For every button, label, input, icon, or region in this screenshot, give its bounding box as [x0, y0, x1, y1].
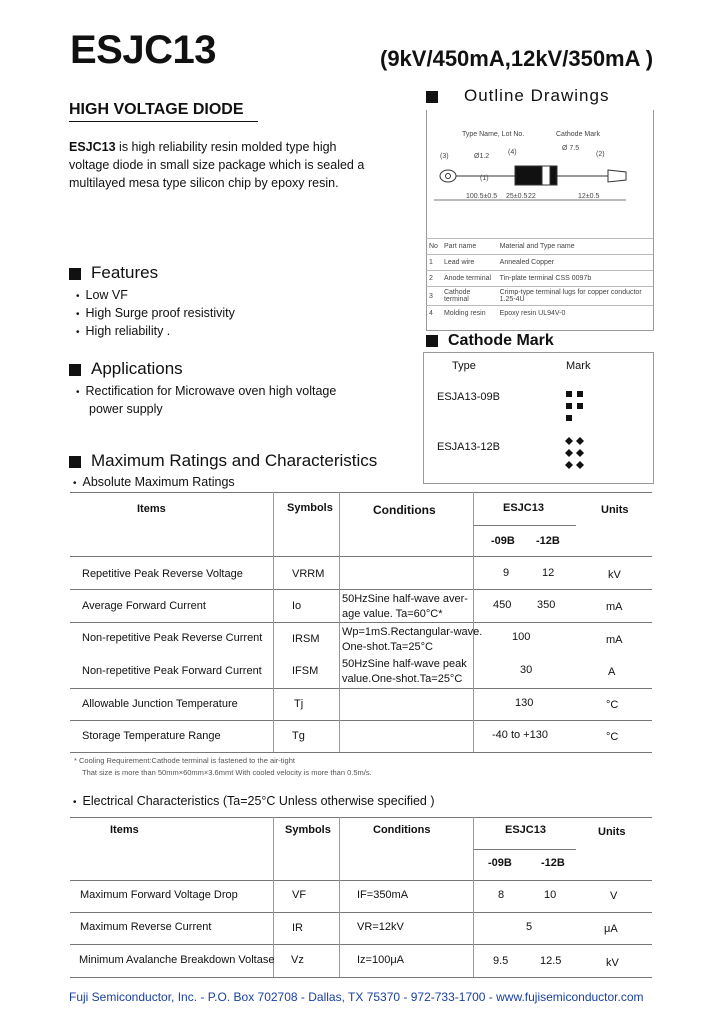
diamond-dot-icon: [576, 461, 584, 469]
ec-row-unit: μA: [604, 923, 618, 935]
ec-row-v2: 12.5: [540, 955, 562, 967]
application-item-cont: power supply: [89, 402, 163, 416]
applications-heading-label: Applications: [91, 359, 183, 378]
cathode-type-1: ESJA13-09B: [437, 391, 500, 403]
mr-row-item: Non-repetitive Peak Forward Current: [82, 665, 262, 677]
outline-label-dia-body: Ø 7.5: [562, 145, 580, 152]
cathode-type-2: ESJA13-12B: [437, 441, 500, 453]
cathode-mark-heading: [426, 332, 554, 350]
table-line: [339, 492, 340, 752]
ec-header-symbols: Symbols: [285, 824, 331, 836]
mr-row-symbol: Tj: [294, 698, 304, 710]
outline-heading-label: Outline Drawings: [464, 86, 610, 105]
mr-row-unit: kV: [608, 569, 621, 581]
outline-label-cathode: Cathode Mark: [556, 131, 600, 138]
subtitle: HIGH VOLTAGE DIODE: [69, 101, 244, 118]
mr-row-symbol: IFSM: [292, 665, 319, 677]
ec-header-12b: -12B: [541, 857, 565, 869]
table-line: [473, 525, 576, 526]
feature-item: • Low VF: [76, 288, 128, 302]
table-line: [70, 688, 652, 689]
diamond-dot-icon: [565, 437, 573, 445]
table-line: [70, 492, 652, 493]
ec-row-item: Minimum Avalanche Breakdown Voltase: [79, 954, 275, 966]
description-text: is high reliability resin molded type high voltage diode in small size package which is sealed a multilayed mesa type silicon chip by epoxy resin.: [69, 140, 365, 190]
cathode-marks: [563, 388, 589, 472]
mr-header-09b: -09B: [491, 535, 515, 547]
parts-header-cell: Part name: [441, 239, 497, 255]
square-bullet-icon: [69, 364, 81, 376]
ec-header-conditions: Conditions: [373, 824, 431, 836]
table-line: [70, 589, 652, 590]
outline-label-type-name: Type Name, Lot No.: [462, 131, 525, 138]
parts-cell: Tin-plate terminal CSS 0097b: [497, 271, 653, 287]
mr-row-value: 30: [520, 664, 533, 676]
description: [69, 138, 379, 192]
table-line: [70, 977, 652, 978]
ec-header-units: Units: [598, 826, 626, 838]
parts-cell: 3: [426, 287, 441, 306]
outline-label-len3: 22: [528, 193, 536, 200]
mr-row-condition: 50HzSine half-wave aver- age value. Ta=60°C*: [342, 593, 468, 620]
ec-header-items: Items: [110, 824, 139, 836]
ec-row-condition: Iz=100μA: [357, 954, 405, 966]
square-bullet-icon: [69, 268, 81, 280]
max-ratings-subheading: • Absolute Maximum Ratings: [73, 475, 235, 489]
features-heading: [69, 263, 158, 283]
mr-row-symbol: Io: [292, 600, 302, 612]
mr-row-unit: mA: [606, 634, 623, 646]
ratings-title: (9kV/450mA,12kV/350mA ): [380, 46, 654, 71]
applications-heading: [69, 359, 183, 379]
parts-cell: 1: [426, 255, 441, 271]
ec-row-condition: VR=12kV: [357, 921, 404, 933]
parts-header-cell: Material and Type name: [497, 239, 653, 255]
diamond-dot-icon: [565, 449, 573, 457]
max-ratings-note: * Cooling Requirement:Cathode terminal is fastened to the air-tight: [74, 756, 295, 765]
description-part: ESJC13: [69, 140, 116, 154]
outline-label-len1: 100.5±0.5: [466, 193, 498, 200]
feature-item: • High reliability .: [76, 324, 170, 338]
table-line: [473, 849, 576, 850]
parts-cell: Crimp-type terminal lugs for copper conductor 1.25-4U: [497, 287, 653, 306]
ec-row-v1: 9.5: [493, 955, 509, 967]
diamond-dot-icon: [565, 461, 573, 469]
mr-row-condition: Wp=1mS.Rectangular-wave. One-shot.Ta=25°C: [342, 626, 483, 653]
mr-header-symbols: Symbols: [287, 502, 333, 514]
table-line: [70, 556, 652, 557]
mr-row-unit: °C: [606, 699, 619, 711]
ec-row-item: Maximum Reverse Current: [80, 921, 212, 933]
mr-row-item: Non-repetitive Peak Reverse Current: [82, 632, 263, 644]
outline-label-len4: 12±0.5: [578, 193, 600, 200]
application-item: • Rectification for Microwave oven high voltage: [76, 384, 336, 398]
mr-header-units: Units: [601, 504, 629, 516]
parts-header-cell: No: [426, 239, 441, 255]
table-line: [339, 817, 340, 977]
cathode-col-type: Type: [452, 360, 476, 372]
parts-cell: Annealed Copper: [497, 255, 653, 271]
square-bullet-icon: [426, 91, 438, 103]
outline-label-len2: 25±0.5: [506, 193, 528, 200]
mr-row-v2: 350: [537, 599, 556, 611]
outline-label-2: (2): [596, 151, 605, 158]
mr-row-v1: 450: [493, 599, 512, 611]
outline-label-4: (4): [508, 149, 517, 156]
feature-item: • High Surge proof resistivity: [76, 306, 235, 320]
mr-header-conditions: Conditions: [373, 503, 436, 517]
footer-contact: Fuji Semiconductor, Inc. - P.O. Box 702708 - Dallas, TX 75370 - 972-733-1700 - www.fujisemiconductor.com: [69, 990, 644, 1004]
outline-drawing: [430, 128, 648, 216]
max-ratings-heading: [69, 451, 377, 471]
ec-row-unit: kV: [606, 957, 619, 969]
mr-row-symbol: VRRM: [292, 568, 325, 580]
ec-row-value: 5: [526, 921, 533, 933]
ec-row-v1: 8: [498, 889, 505, 901]
outline-heading: [426, 86, 609, 106]
parts-cell: Lead wire: [441, 255, 497, 271]
table-line: [70, 720, 652, 721]
mr-row-unit: A: [608, 666, 616, 678]
table-line: [473, 817, 474, 977]
electrical-heading: • Electrical Characteristics (Ta=25°C Unless otherwise specified ): [73, 794, 435, 808]
mr-header-12b: -12B: [536, 535, 560, 547]
parts-row: [426, 287, 653, 306]
diamond-dot-icon: [576, 449, 584, 457]
mr-row-item: Allowable Junction Temperature: [82, 698, 238, 710]
square-dot-icon: [577, 391, 583, 397]
features-heading-label: Features: [91, 263, 159, 282]
parts-cell: Epoxy resin UL94V-0: [497, 306, 653, 322]
parts-table: [426, 238, 653, 321]
mr-header-part: ESJC13: [503, 502, 544, 514]
subtitle-underline: [69, 121, 258, 122]
table-line: [70, 622, 652, 623]
parts-cell: 2: [426, 271, 441, 287]
table-line: [273, 492, 274, 752]
ec-row-item: Maximum Forward Voltage Drop: [80, 889, 238, 901]
square-bullet-icon: [426, 335, 438, 347]
table-line: [70, 880, 652, 881]
parts-header-row: [426, 239, 653, 255]
square-dot-icon: [566, 415, 572, 421]
mr-row-symbol: Tg: [292, 730, 305, 742]
mr-row-unit: mA: [606, 601, 623, 613]
ec-row-symbol: Vz: [291, 954, 304, 966]
square-dot-icon: [566, 391, 572, 397]
table-line: [70, 912, 652, 913]
table-line: [473, 492, 474, 752]
cathode-mark-heading-label: Cathode Mark: [448, 332, 554, 349]
ec-row-v2: 10: [544, 889, 557, 901]
mr-header-items: Items: [137, 503, 166, 515]
diamond-dot-icon: [576, 437, 584, 445]
mr-row-value: -40 to +130: [492, 729, 548, 741]
square-bullet-icon: [69, 456, 81, 468]
max-ratings-heading-label: Maximum Ratings and Characteristics: [91, 451, 378, 470]
max-ratings-note: That size is more than 50mm×60mm×3.6mmt With cooled velocity is more than 0.5m/s.: [82, 768, 372, 777]
outline-label-1: (1): [480, 175, 489, 182]
mr-row-unit: °C: [606, 731, 619, 743]
part-number-title: ESJC13: [70, 28, 216, 72]
outline-label-3: (3): [440, 153, 449, 160]
table-line: [70, 752, 652, 753]
mr-row-value: 100: [512, 631, 531, 643]
mr-row-v2: 12: [542, 567, 555, 579]
mr-row-value: 130: [515, 697, 534, 709]
outline-label-dia: Ø1.2: [474, 153, 490, 160]
ec-row-symbol: VF: [292, 889, 307, 901]
parts-row: [426, 255, 653, 271]
cathode-col-mark: Mark: [566, 360, 591, 372]
table-line: [273, 817, 274, 977]
parts-cell: Anode terminal: [441, 271, 497, 287]
parts-row: [426, 306, 653, 322]
ec-header-part: ESJC13: [505, 824, 546, 836]
mr-row-item: Storage Temperature Range: [82, 730, 221, 742]
square-dot-icon: [577, 403, 583, 409]
table-line: [70, 817, 652, 818]
parts-cell: Molding resin: [441, 306, 497, 322]
square-dot-icon: [566, 403, 572, 409]
ec-header-09b: -09B: [488, 857, 512, 869]
ec-row-unit: V: [610, 890, 618, 902]
table-line: [70, 944, 652, 945]
mr-row-symbol: IRSM: [292, 633, 320, 645]
mr-row-item: Repetitive Peak Reverse Voltage: [82, 568, 243, 580]
mr-row-condition: 50HzSine half-wave peak value.One-shot.Ta=25°C: [342, 658, 467, 685]
ec-row-symbol: IR: [292, 922, 303, 934]
parts-cell: Cathode terminal: [441, 287, 497, 306]
mr-row-item: Average Forward Current: [82, 600, 206, 612]
parts-cell: 4: [426, 306, 441, 322]
ec-row-condition: IF=350mA: [357, 889, 409, 901]
parts-row: [426, 271, 653, 287]
mr-row-v1: 9: [503, 567, 510, 579]
